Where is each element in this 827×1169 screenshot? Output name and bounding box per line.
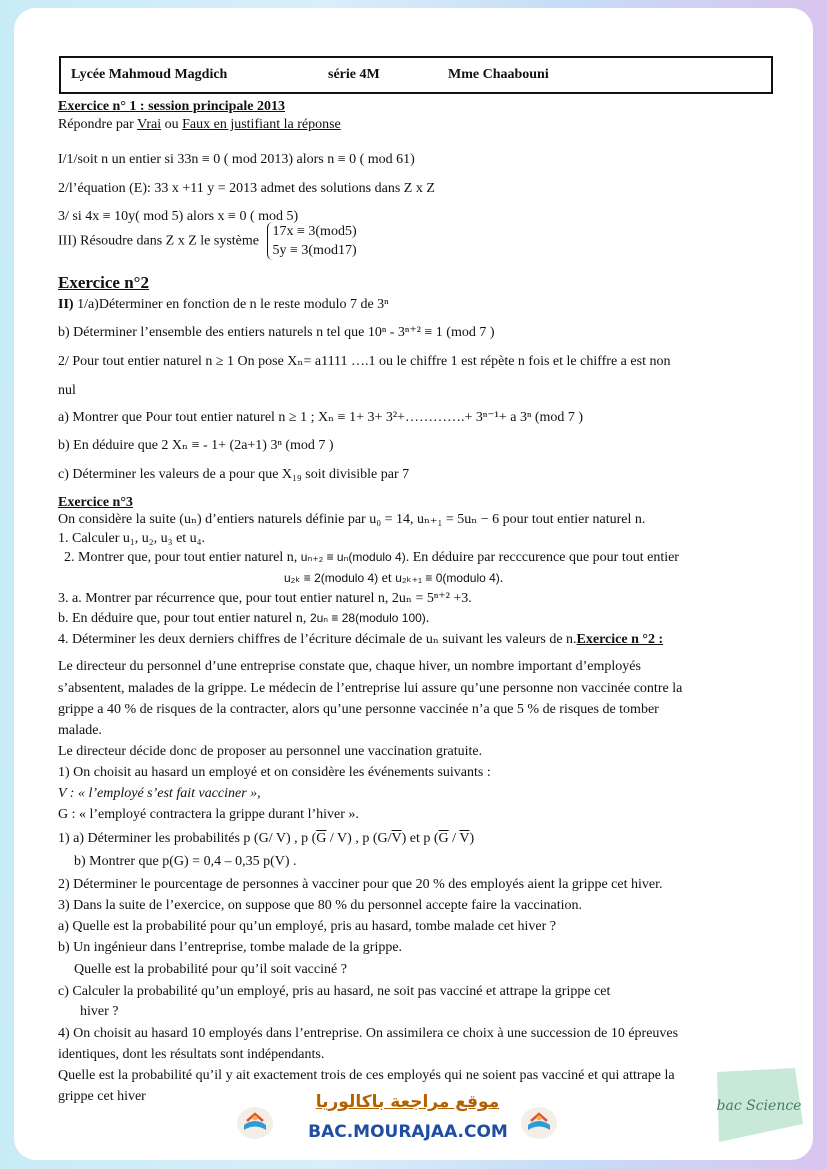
ex4-p19: identiques, dont les résultats sont indépendants. bbox=[58, 1047, 325, 1062]
exercise-2-l3: 2/ Pour tout entier naturel n ≥ 1 On pose Xₙ= a1111 ….1 ou le chiffre 1 est répète n fois et le chiffre a est non bbox=[58, 354, 671, 369]
ex4-p3: grippe a 40 % de risques de la contracter, alors qu’une personne vaccinée n’a que 5 % de risques de tomber bbox=[58, 702, 659, 717]
footer-arabic-title: موقع مراجعة باكالوريا bbox=[315, 1092, 500, 1112]
intro-text-end: en justifiant la réponse bbox=[210, 117, 341, 132]
complement-g: $\overline{G}$ bbox=[316, 831, 327, 846]
line-text: 1/a)Déterminer en fonction de n le reste modulo 7 de 3ⁿ bbox=[73, 297, 389, 312]
ex4-p16: c) Calculer la probabilité qu’un employé, pris au hasard, ne soit pas vacciné et attrape la grippe cet bbox=[58, 984, 611, 999]
school-name: Lycée Mahmoud Magdich bbox=[71, 67, 228, 82]
line-text: b. En déduire que, pour tout entier naturel n, bbox=[58, 611, 310, 626]
exercise-1-q1: I/1/soit n un entier si 33n ≡ 0 ( mod 2013) alors n ≡ 0 ( mod 61) bbox=[58, 152, 415, 167]
exercise-3-l1: On considère la suite (uₙ) d’entiers naturels définie par u₀ = 14, uₙ₊₁ = 5uₙ − 6 pour tout entier naturel n. bbox=[58, 512, 646, 527]
exercise-2-l7: c) Déterminer les valeurs de a pour que X₁₉ soit divisible par 7 bbox=[58, 467, 410, 482]
system-eq-1: 17x ≡ 3(mod5) bbox=[272, 224, 357, 239]
congruence-formula: uₙ₊₂ ≡ uₙ(modulo 4) bbox=[300, 550, 406, 564]
congruence-formula: 2uₙ ≡ 28(modulo 100) bbox=[309, 611, 426, 625]
header-box bbox=[59, 56, 773, 94]
complement-v: $\overline{V}$ bbox=[391, 831, 402, 846]
period: . bbox=[425, 611, 430, 626]
ex4-p10: b) Montrer que p(G) = 0,4 – 0,35 p(V) . bbox=[74, 854, 297, 869]
ex4-p14: b) Un ingénieur dans l’entreprise, tombe malade de la grippe. bbox=[58, 940, 403, 955]
book-logo-icon bbox=[519, 1105, 559, 1141]
footer-site-link[interactable]: BAC.MOURAJAA.COM bbox=[308, 1122, 508, 1142]
exercise-1-intro bbox=[58, 114, 341, 135]
exercise-3-l7 bbox=[58, 629, 663, 650]
text: / bbox=[448, 831, 460, 846]
text: / V) , p (G/ bbox=[326, 831, 392, 846]
exercise-3-l3 bbox=[64, 547, 679, 568]
ex4-p7: V : « l’employé s’est fait vacciner », bbox=[58, 786, 261, 801]
ou-word: ou bbox=[161, 117, 183, 132]
exercise-1-q3: 3/ si 4x ≡ 10y( mod 5) alors x ≡ 0 ( mod 5) bbox=[58, 209, 299, 224]
exercise-2-l1 bbox=[58, 294, 389, 315]
intro-text: Répondre par bbox=[58, 117, 138, 132]
ex4-p15: Quelle est la probabilité pour qu’il soit vacciné ? bbox=[74, 962, 347, 977]
ex4-p6: 1) On choisit au hasard un employé et on considère les événements suivants : bbox=[58, 765, 491, 780]
badge-text: bac Science bbox=[716, 1098, 802, 1114]
ex4-p12: 3) Dans la suite de l’exercice, on suppose que 80 % du personnel accepte faire la vaccination. bbox=[58, 898, 583, 913]
system-label: III) Résoudre dans Z x Z le système bbox=[58, 233, 259, 249]
class-serie: série 4M bbox=[328, 67, 380, 82]
line-text-end: . En déduire par recccurence que pour tout entier bbox=[405, 550, 679, 565]
congruence-odd: u₂ₖ₊₁ ≡ 0(modulo 4) bbox=[395, 571, 500, 585]
exercise-2-l2: b) Déterminer l’ensemble des entiers naturels n tel que 10ⁿ - 3ⁿ⁺² ≡ 1 (mod 7 ) bbox=[58, 325, 495, 340]
system-eq-2: 5y ≡ 3(mod17) bbox=[272, 243, 357, 258]
exercise-3-l6 bbox=[58, 608, 429, 629]
exercise-3-l4 bbox=[284, 568, 503, 589]
exercise-1-title: Exercice n° 1 : session principale 2013 bbox=[58, 99, 285, 114]
exercise-2-l4: nul bbox=[58, 383, 76, 398]
complement-v: $\overline{V}$ bbox=[459, 831, 470, 846]
complement-g: $\overline{G}$ bbox=[438, 831, 449, 846]
ex4-p13: a) Quelle est la probabilité pour qu’un employé, pris au hasard, tombe malade cet hiver ? bbox=[58, 919, 556, 934]
ex4-p11: 2) Déterminer le pourcentage de personnes à vacciner pour que 20 % des employés aient la grippe cet hiver. bbox=[58, 877, 663, 892]
teacher-name: Mme Chaabouni bbox=[448, 67, 549, 82]
ex4-p1: Le directeur du personnel d’une entreprise constate que, chaque hiver, un nombre important d’employés bbox=[58, 659, 641, 674]
book-logo-icon bbox=[235, 1105, 275, 1141]
exercise-2-l5: a) Montrer que Pour tout entier naturel n ≥ 1 ; Xₙ ≡ 1+ 3+ 3²+………….+ 3ⁿ⁻¹+ a 3ⁿ (mod 7 ) bbox=[58, 410, 584, 425]
ex4-p17: hiver ? bbox=[80, 1004, 119, 1019]
text: 1) a) Déterminer les probabilités p (G/ V) , p ( bbox=[58, 831, 317, 846]
part-label: II) bbox=[58, 297, 74, 312]
exercise-3-l2: 1. Calculer u₁, u₂, u₃ et u₄. bbox=[58, 531, 206, 546]
bac-science-badge bbox=[697, 1066, 807, 1146]
line-text: 4. Déterminer les deux derniers chiffres de l’écriture décimale de uₙ suivant les valeurs de n. bbox=[58, 632, 577, 647]
page-sheet bbox=[14, 8, 813, 1160]
period: . bbox=[499, 571, 504, 586]
vrai-word: Vrai bbox=[137, 117, 162, 132]
ex4-p9 bbox=[58, 828, 474, 849]
exercise-3-l5: 3. a. Montrer par récurrence que, pour tout entier naturel n, 2uₙ = 5ⁿ⁺² +3. bbox=[58, 591, 472, 606]
line-text: 2. Montrer que, pour tout entier naturel n, bbox=[64, 550, 301, 565]
exercise-2-title: Exercice n°2 bbox=[58, 273, 149, 292]
congruence-even: u₂ₖ ≡ 2(modulo 4) bbox=[284, 571, 379, 585]
exercise-4-title: Exercice n °2 : bbox=[576, 632, 664, 647]
exercise-3-title: Exercice n°3 bbox=[58, 495, 133, 510]
ex4-p4: malade. bbox=[58, 723, 102, 738]
text: ) bbox=[469, 831, 475, 846]
congruence-system bbox=[267, 222, 357, 260]
ex4-p18: 4) On choisit au hasard 10 employés dans l’entreprise. On assimilera ce choix à une succession de 10 épreuves bbox=[58, 1026, 679, 1041]
faux-word: Faux bbox=[182, 117, 211, 132]
text: ) et p ( bbox=[401, 831, 439, 846]
ex4-p2: s’absentent, malades de la grippe. Le médecin de l’entreprise lui assure qu’une personne non vaccinée contre la bbox=[58, 681, 683, 696]
exercise-2-l6: b) En déduire que 2 Xₙ ≡ - 1+ (2a+1) 3ⁿ (mod 7 ) bbox=[58, 438, 334, 453]
and-word: et bbox=[378, 571, 396, 586]
ex4-p5: Le directeur décide donc de proposer au personnel une vaccination gratuite. bbox=[58, 744, 483, 759]
ex4-p20: Quelle est la probabilité qu’il y ait exactement trois de ces employés qui ne soient pas vacciné et qui attrape la bbox=[58, 1068, 675, 1083]
ex4-p21: grippe cet hiver bbox=[58, 1089, 146, 1104]
exercise-1-q2: 2/l’équation (E): 33 x +11 y = 2013 admet des solutions dans Z x Z bbox=[58, 181, 435, 196]
ex4-p8: G : « l’employé contractera la grippe durant l’hiver ». bbox=[58, 807, 359, 822]
exercise-1-q4 bbox=[58, 222, 357, 260]
